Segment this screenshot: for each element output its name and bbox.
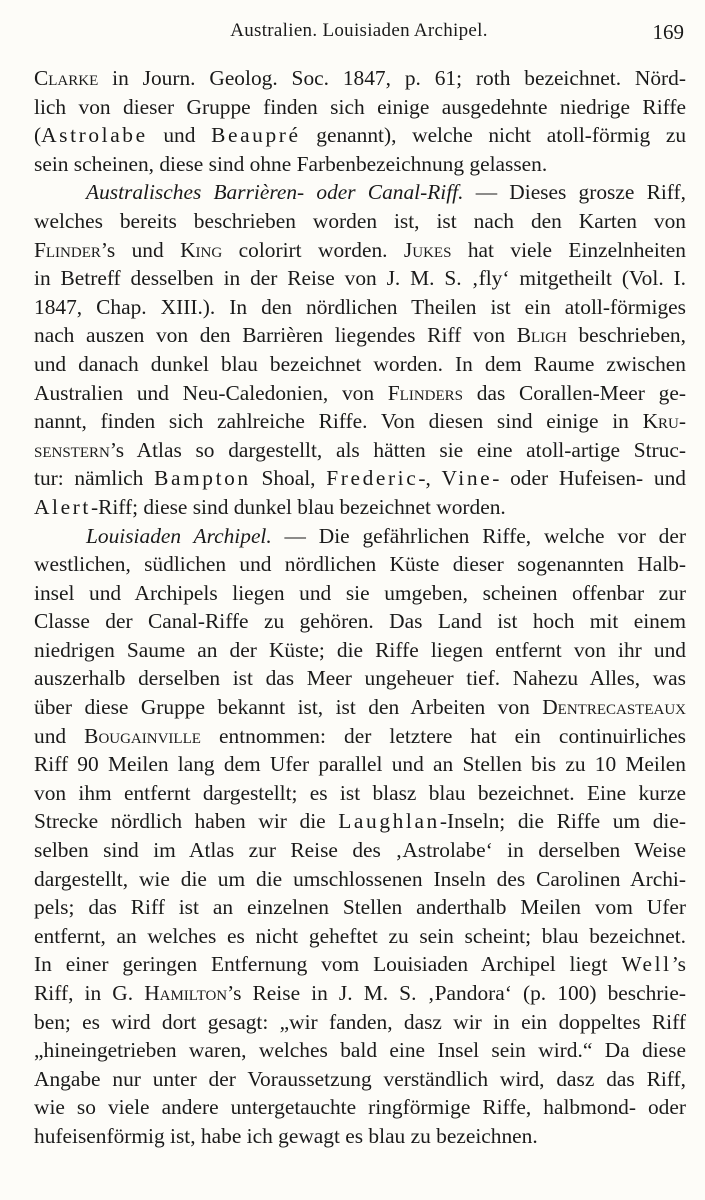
text-line	[34, 693, 686, 722]
text-run: -Inseln; die Riffe um die-	[439, 809, 686, 834]
page-number: 169	[652, 20, 684, 44]
page-header	[34, 20, 684, 50]
text-line	[34, 436, 686, 465]
text-run: Bampton	[154, 466, 251, 491]
text-run: und	[147, 123, 212, 148]
text-run: niedrigen Saume an der Küste; die Riffe liegen entfernt von ihr und	[34, 637, 686, 662]
text-run: In einer geringen Entfernung vom Louisiaden Archipel liegt	[34, 952, 622, 977]
text-run: nach auszen von den Barrièren liegendes Riff von	[34, 323, 517, 348]
text-run: insel und Archipels liegen und sie umgeben, scheinen offenbar zur	[34, 580, 686, 605]
text-run: tur: nämlich	[34, 466, 155, 491]
text-run: „hineingetrieben waren, welches bald eine Insel sein wird.“ Da diese	[34, 1038, 686, 1063]
text-line	[34, 750, 686, 779]
text-run: Alert	[34, 494, 91, 519]
text-run: ’s	[671, 952, 686, 977]
text-line	[34, 1008, 686, 1037]
text-run: Vine	[441, 466, 493, 491]
text-run: Beaupré	[211, 123, 301, 148]
text-run: entnommen: der letztere hat ein continuirliches	[200, 723, 686, 748]
text-line	[34, 722, 686, 751]
text-line	[34, 64, 686, 93]
text-line	[34, 178, 686, 207]
text-line	[34, 264, 686, 293]
text-line	[34, 893, 686, 922]
text-line	[34, 865, 686, 894]
text-run: -Riff; diese sind dunkel blau bezeichnet worden.	[90, 494, 506, 519]
text-line	[34, 607, 686, 636]
text-run: und	[34, 723, 85, 748]
text-line	[34, 293, 686, 322]
text-line	[34, 407, 686, 436]
author-name: Hamilton	[144, 981, 228, 1005]
author-name: King	[180, 237, 223, 262]
text-run: in Journ. Geolog. Soc. 1847, p. 61; roth bezeichnet. Nörd-	[98, 66, 686, 90]
text-run: und danach dunkel blau bezeichnet worden. In dem Raume zwischen	[34, 351, 686, 376]
text-run: — Dieses grosze Riff,	[463, 180, 686, 205]
text-run: beschrieben,	[566, 323, 686, 348]
text-line	[34, 664, 686, 693]
text-run: selben sind im Atlas zur Reise des ‚Astrolabe‘ in derselben Weise	[34, 838, 686, 863]
author-name: Flinders	[387, 380, 464, 405]
text-run: sein scheinen, diese sind ohne Farbenbezeichnung gelassen.	[34, 151, 548, 176]
text-run: dargestellt, wie die um die umschlossenen Inseln des Carolinen Archi-	[34, 866, 686, 891]
text-line	[34, 464, 686, 493]
author-name: Jukes	[403, 237, 452, 262]
section-heading: Australisches Barrièren- oder Canal-Riff.	[86, 180, 464, 205]
text-run: wie so viele andere untergetauchte ringförmige Riffe, halbmond- oder	[34, 1095, 686, 1120]
section-heading: Louisiaden Archipel.	[86, 523, 272, 548]
text-line	[34, 321, 686, 350]
text-run: Strecke nördlich haben wir die	[34, 809, 339, 834]
text-run: westlichen, südlichen und nördlichen Küste dieser sogenannten Halb-	[34, 552, 686, 577]
author-name: senstern	[34, 437, 110, 462]
text-line	[34, 93, 686, 122]
author-name: Kru-	[642, 409, 686, 434]
text-run: auszerhalb derselben ist das Meer ungeheuer tief. Nahezu Alles, was	[34, 666, 686, 691]
author-name: Clarke	[34, 66, 99, 90]
body-text	[34, 64, 686, 1151]
text-run: hat viele Einzelnheiten	[451, 237, 686, 262]
text-run: entfernt, an welches es nicht geheftet zu sein scheint; blau bezeichnet.	[34, 923, 686, 948]
text-run: ’s Reise in J. M. S. ‚Pandora‘ (p. 100) beschrie-	[227, 981, 686, 1005]
text-line	[34, 807, 686, 836]
author-name: Bligh	[516, 323, 567, 348]
text-run: Shoal,	[250, 466, 327, 491]
text-run: ben; es wird dort gesagt: „wir fanden, dasz wir in ein doppeltes Riff	[34, 1009, 686, 1034]
text-run: Australien und Neu-Caledonien, von	[34, 380, 388, 405]
text-run: Astrolabe	[41, 123, 148, 148]
author-name: Flinder	[34, 237, 101, 262]
text-line	[34, 979, 686, 1008]
text-run: Angabe nur unter der Voraussetzung verständlich wird, dasz das Riff,	[34, 1066, 686, 1091]
author-name: Bougainville	[84, 723, 201, 748]
text-line	[34, 779, 686, 808]
text-run: Riff 90 Meilen lang dem Ufer parallel und an Stellen bis zu 10 Meilen	[34, 752, 686, 777]
text-line	[34, 207, 686, 236]
text-run: Laughlan	[338, 809, 440, 834]
text-line	[34, 1036, 686, 1065]
text-run: ’s und	[100, 237, 181, 262]
text-run: pels; das Riff ist an einzelnen Stellen anderthalb Meilen vom Ufer	[34, 895, 686, 920]
text-line	[34, 950, 686, 979]
text-run: (	[34, 123, 42, 148]
text-line	[34, 493, 686, 522]
text-run: colorirt worden.	[222, 237, 404, 262]
text-run: Frederic	[326, 466, 419, 491]
author-name: Dentrecasteaux	[542, 695, 686, 720]
text-run: in Betreff desselben in der Reise von J. M. S. ‚fly‘ mitgetheilt (Vol. I.	[34, 266, 686, 291]
text-line	[34, 550, 686, 579]
text-run: ’s Atlas so dargestellt, als hätten sie eine atoll-artige Struc-	[109, 437, 686, 462]
text-run: über diese Gruppe bekannt ist, ist den Arbeiten von	[34, 695, 543, 720]
text-run: 1847, Chap. XIII.). In den nördlichen Theilen ist ein atoll-förmiges	[34, 294, 686, 319]
text-run: welches bereits beschrieben worden ist, ist nach den Karten von	[34, 208, 686, 233]
text-line	[34, 636, 686, 665]
text-run: das Corallen-Meer ge-	[463, 380, 686, 405]
text-run: genannt), welche nicht atoll-förmig zu	[300, 123, 686, 148]
text-line	[34, 922, 686, 951]
text-line	[34, 836, 686, 865]
text-line	[34, 579, 686, 608]
text-run: -,	[418, 466, 442, 491]
text-run: — Die gefährlichen Riffe, welche vor der	[271, 523, 686, 548]
text-run: Riff, in G.	[34, 981, 145, 1005]
text-run: Well	[621, 952, 672, 977]
text-run: hufeisenförmig ist, habe ich gewagt es blau zu bezeichnen.	[34, 1123, 538, 1148]
text-run: lich von dieser Gruppe finden sich einige ausgedehnte niedrige Riffe	[34, 94, 686, 119]
text-line	[34, 121, 686, 150]
text-line	[34, 1093, 686, 1122]
text-run: von ihm entfernt dargestellt; es ist blasz blau bezeichnet. Eine kurze	[34, 780, 686, 805]
text-line	[34, 150, 686, 179]
text-line	[34, 379, 686, 408]
text-run: Classe der Canal-Riffe zu gehören. Das Land ist hoch mit einem	[34, 609, 686, 634]
text-line	[34, 1122, 686, 1151]
text-line	[34, 350, 686, 379]
text-line	[34, 522, 686, 551]
text-run: - oder Hufeisen- und	[492, 466, 686, 491]
running-title: Australien. Louisiaden Archipel.	[230, 20, 488, 41]
text-run: nannt, finden sich zahlreiche Riffe. Von diesen sind einige in	[34, 409, 643, 434]
text-line	[34, 1065, 686, 1094]
text-line	[34, 236, 686, 265]
